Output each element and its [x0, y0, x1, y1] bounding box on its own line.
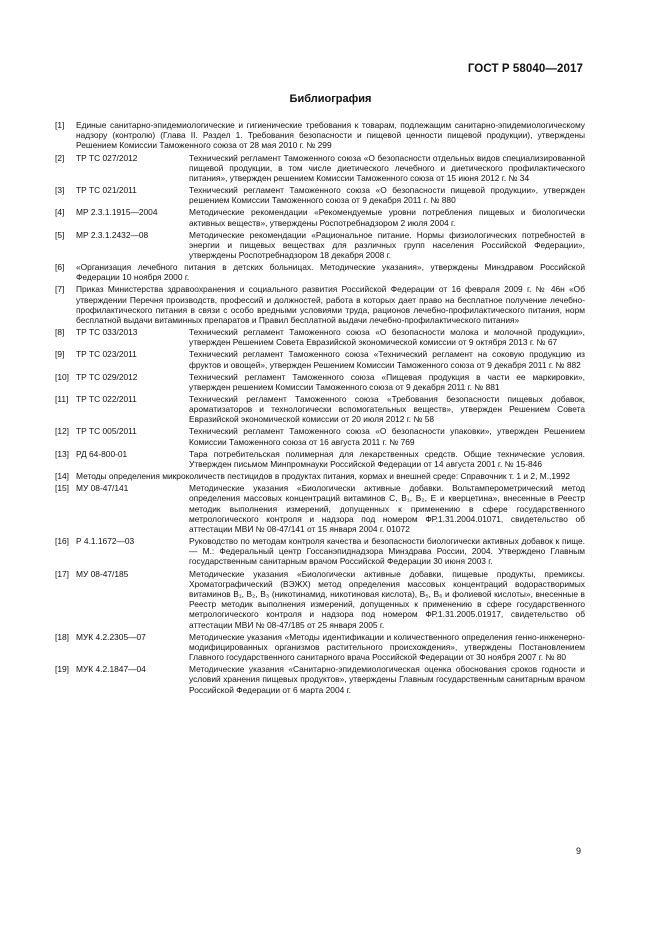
entry-number: [3] [55, 185, 65, 195]
entry-number: [17] [55, 568, 69, 579]
entry-code: МУК 4.2.1847—04 [76, 664, 146, 675]
entry-text: Единые санитарно-эпидемиологические и гигиенические требования к товарам, подлежащим санитарно-эпидемиологическому надзору (контролю) (Глава II. Раздел 1. Требования безопасности и пищевой ценности пищевой продукции), утверждены Решением Комиссии Таможенного союза от 28 мая 2010 г. № 299 [76, 120, 585, 151]
bib-entry-13 [55, 449, 585, 469]
entry-code: ТР ТС 005/2011 [76, 426, 137, 437]
entry-text: Методические рекомендации «Рекомендуемые уровни потребления пищевых и биологически активных веществ», утверждены Роспотребнадзором 2 июля 2004 г. [189, 207, 585, 228]
bib-entry-14 [55, 471, 585, 481]
bib-entry-1 [55, 120, 585, 151]
entry-text: Технический регламент Таможенного союза «О безопасности отдельных видов специализированной пищевой продукции, в том числе диетического лечебного и диетического профилактического питания», утвержден решением Комиссии Таможенного союза от 15 июня 2012 г. № 34 [189, 152, 585, 183]
entry-text: Методические указания «Методы идентификации и количественного определения генно-инженерно-модифицированных организмов растительного происхождения», утверждены Постановлением Главного государственного санитарного врача Российской Федерации от 30 ноября 2007 г. № 80 [189, 631, 585, 663]
entry-number: [16] [55, 536, 69, 547]
entry-text: Приказ Министерства здравоохранения и социального развития Российской Федерации от 16 февраля 2009 г. № 46н «Об утверждении Перечня производств, профессий и должностей, работа в которых дает право на бесплатное получение лечебно-профилактического питания в связи с особо вредными условиями труда, рационов лечебно-профилактического питания, норм бесплатной выдачи витаминных препаратов и Правил бесплатной выдачи лечебно-профилактического питания» [76, 284, 585, 325]
bibliography-list [55, 120, 585, 697]
bib-entry-10 [55, 372, 585, 392]
entry-number: [7] [55, 284, 65, 295]
entry-code: РД 64-800-01 [76, 448, 128, 459]
entry-text: Технический регламент Таможенного союза «Пищевая продукция в части ее маркировки», утвержден решением Комиссии Таможенного союза от 9 декабря 2011 г. № 881 [189, 371, 585, 392]
entry-text: Методические указания «Санитарно-эпидемиологическая оценка обоснования сроков годности и условий хранения пищевых продуктов», утверждены Главным государственным санитарным врачом Российской Федерации от 6 марта 2004 г. [189, 664, 585, 695]
entry-number: [2] [55, 152, 65, 163]
entry-text: Технический регламент Таможенного союза «Требования безопасности пищевых добавок, ароматизаторов и технологически вспомогательных веществ», утвержден Решением Совета Евразийской экономической комиссии от 20 июля 2012 г. № 58 [189, 393, 585, 425]
entry-code: Р 4.1.1672—03 [76, 536, 135, 547]
entry-code: ТР ТС 029/2012 [76, 371, 138, 382]
bib-entry-8 [55, 327, 585, 347]
bib-entry-17 [55, 569, 585, 630]
entry-code: МУ 08-47/185 [76, 568, 129, 579]
bib-entry-5 [55, 230, 585, 261]
bib-entry-7 [55, 284, 585, 325]
entry-number: [8] [55, 327, 65, 338]
entry-number: [5] [55, 229, 65, 240]
bib-entry-12 [55, 426, 585, 446]
entry-code: ТР ТС 033/2013 [76, 327, 138, 338]
entry-text: Руководство по методам контроля качества и безопасности биологически активных добавок к пище. — М.: Федеральный центр Госсанэпиднадзора Минздрава России, 2004. Утверждено Главным государственным санитарным врачом Российской Федерации 30 июня 2003 г. [189, 536, 585, 567]
entry-number: [18] [55, 631, 69, 642]
entry-text: Технический регламент Таможенного союза «О безопасности пищевой продукции», утвержден решением Комиссии Таможенного союза от 9 декабря 2011 г. № 880 [189, 185, 585, 206]
entry-code: МР 2.3.1.2432—08 [76, 229, 149, 240]
entry-text: Методы определения микроколичеств пестицидов в продуктах питания, кормах и внешней среде: Справочник т. 1 и 2, М.,1992 [76, 471, 570, 482]
bibliography-title: Библиография [289, 93, 372, 105]
bib-entry-15 [55, 483, 585, 534]
entry-code: ТР ТС 023/2011 [76, 349, 137, 360]
entry-text: Технический регламент Таможенного союза «О безопасности молока и молочной продукции», утвержден Решением Совета Евразийской экономической комиссии от 9 октября 2013 г. № 67 [189, 327, 585, 348]
entry-text: «Организация лечебного питания в детских больницах. Методические указания», утверждены Минздравом Российской Федерации 10 ноября 2000 г. [76, 262, 585, 283]
bib-entry-16 [55, 536, 585, 567]
entry-code: ТР ТС 027/2012 [76, 152, 138, 163]
entry-number: [4] [55, 207, 65, 218]
entry-code: МУК 4.2.2305—07 [76, 631, 146, 642]
bib-entry-11 [55, 394, 585, 425]
entry-number: [1] [55, 120, 65, 130]
entry-number: [13] [55, 448, 69, 459]
entry-text: Методические указания «Биологически активные добавки. Вольтамперометрический метод определения массовых концентраций витаминов С, В₁, В₂, Е и кверцетина», внесенные в Реестр методик выполнения измерений, допущенных к применению в сфере государственного метрологического контроля и надзора под номером ФР.1.31.2004.01071, свидетельство об аттестации МВИ № 08-47/141 от 15 января 2004 г. 01072 [189, 483, 585, 534]
bib-entry-3 [55, 185, 585, 205]
entry-code: МУ 08-47/141 [76, 483, 129, 494]
entry-text: Методические указания «Биологически активные добавки, пищевые продукты, премиксы. Хроматографический (ВЭЖХ) метод определения массовых концентраций водорастворимых витаминов В₁, В₂, В₃ (никотинамид, никотиновая кислота), В₅, В₆ и фолиевой кислоты», внесенные в Реестр методик выполнения измерений, допущенных к применению в сфере государственного метрологического контроля и надзора под номером ФР.1.31.2005.01917, свидетельство об аттестации МВИ № 08-47/185 от 25 января 2005 г. [189, 568, 585, 630]
bib-entry-9 [55, 349, 585, 369]
entry-number: [12] [55, 426, 69, 437]
entry-code: ТР ТС 022/2011 [76, 393, 137, 404]
page-number: 9 [575, 846, 581, 856]
entry-number: [14] [55, 471, 69, 482]
entry-text: Тара потребительская полимерная для лекарственных средств. Общие технические условия. Утвержден письмом Минпромнауки Российской Федерации от 14 августа 2001 г. № 15-846 [189, 448, 585, 469]
entry-text: Технический регламент Таможенного союза «О безопасности упаковки», утвержден Решением Комиссии Таможенного союза от 16 августа 2011 г. № 769 [189, 426, 585, 447]
entry-code: МР 2.3.1.1915—2004 [76, 207, 158, 218]
entry-number: [9] [55, 349, 65, 360]
bib-entry-19 [55, 664, 585, 695]
entry-number: [19] [55, 664, 69, 675]
entry-code: ТР ТС 021/2011 [76, 185, 137, 195]
entry-text: Методические рекомендации «Рациональное питание. Нормы физиологических потребностей в энергии и пищевых веществах для различных групп населения Российской Федерации», утверждены Роспотребнадзором 18 декабря 2008 г. [189, 229, 585, 260]
bib-entry-6 [55, 262, 585, 282]
entry-number: [11] [55, 393, 69, 404]
bib-entry-18 [55, 632, 585, 663]
entry-number: [10] [55, 371, 69, 382]
entry-text: Технический регламент Таможенного союза «Технический регламент на соковую продукцию из фруктов и овощей», утвержден Решением Комиссии Таможенного союза от 9 декабря 2011 г. № 882 [189, 349, 585, 370]
bib-entry-2 [55, 153, 585, 184]
entry-number: [15] [55, 483, 69, 494]
bib-entry-4 [55, 207, 585, 227]
standard-header: ГОСТ Р 58040—2017 [467, 63, 583, 75]
entry-number: [6] [55, 262, 65, 273]
